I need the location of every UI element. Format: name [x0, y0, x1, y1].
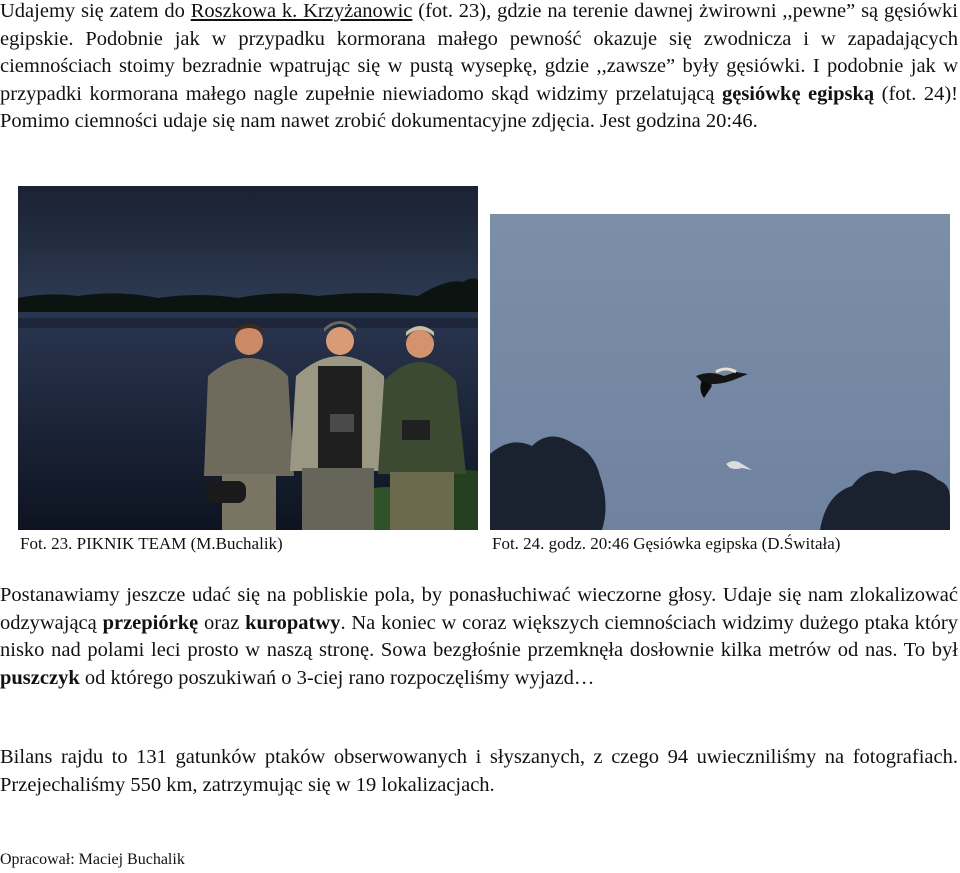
photo-team [18, 186, 478, 530]
author-footer: Opracował: Maciej Buchalik [0, 851, 185, 868]
intro-text-2: (fot. 23), gdzie na terenie dawnej żwirowni ,,pewne” są gęsiówki egipskie. Podobnie jak w przypadku kormorana małego pewność okazuje się zwodnicza i w zapadających ciemnościach stoimy bezradnie wpatrując się w pustą wysepkę, gdzie ,,zawsze” były gęsiówki. I podobnie jak w przypadki kormorana małego nagle zupełnie niewiadomo skąd widzimy przelatującą [0, 0, 958, 105]
body-text-1: Postanawiamy jeszcze udać się na pobliskie pola, by ponasłuchiwać wieczorne głosy. Udaje się nam zlokalizować odzywającą [0, 584, 958, 634]
species-egyptian-goose: gęsiówkę egipską [721, 82, 875, 105]
intro-text-3: (fot. 24)! Pomimo ciemności udaje się nam nawet zrobić dokumentacyjne zdjęcia. Jest godzina 20:46. [0, 82, 958, 132]
photo-team-caption: Fot. 23. PIKNIK TEAM (M.Buchalik) [20, 534, 283, 553]
intro-text-1: Udajemy się zatem do [0, 0, 191, 22]
body-text-3: . Na koniec w coraz większych ciemnościach widzimy dużego ptaka który nisko nad polami leci prosto w naszą stronę. Sowa bezgłośnie przemknęła dosłownie kilka metrów od nas. To był [0, 611, 959, 661]
photo-goose-caption: Fot. 24. godz. 20:46 Gęsiówka egipska (D.Świtała) [492, 534, 841, 553]
body-text-4: od którego poszukiwań o 3-ciej rano rozpoczęliśmy wyjazd… [79, 666, 595, 689]
body-text-2: oraz [198, 611, 246, 634]
photo-goose-image [490, 214, 950, 530]
body-paragraph-1 [0, 582, 958, 692]
species-tawny-owl: puszczyk [0, 666, 80, 689]
intro-paragraph [0, 0, 958, 136]
body-paragraph-2: Bilans rajdu to 131 gatunków ptaków obserwowanych i słyszanych, z czego 94 uwieczniliśmy na fotografiach. Przejechaliśmy 550 km, zatrzymując się w 19 lokalizacjach. [0, 746, 958, 796]
photo-goose [490, 214, 950, 530]
photo-team-image [18, 186, 478, 530]
location-link[interactable]: Roszkowa k. Krzyżanowic [190, 0, 413, 22]
species-quail: przepiórkę [102, 611, 199, 634]
species-partridge: kuropatwy [245, 611, 341, 634]
